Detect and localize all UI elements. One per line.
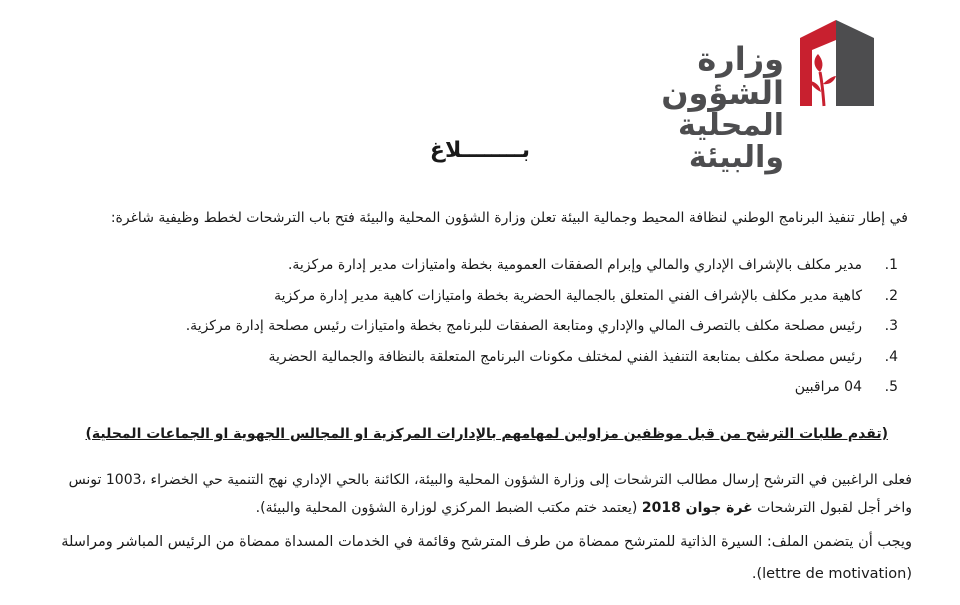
submission-text-end: (يعتمد ختم مكتب الضبط المركزي لوزارة الشؤون المحلية والبيئة). [255, 500, 642, 516]
list-item-number: 3. [884, 318, 898, 335]
submission-paragraph [40, 466, 912, 522]
ministry-logo [616, 12, 876, 175]
list-item [58, 311, 898, 342]
lettre-de-motivation: (lettre de motivation). [751, 566, 912, 582]
list-item [58, 342, 898, 373]
intro-paragraph: في إطار تنفيذ البرنامج الوطني لنظافة المحيط وجمالية البيئة تعلن وزارة الشؤون المحلية والبيئة فتح باب الترشحات لخطط وظيفية شاغرة: [110, 210, 908, 226]
list-item [58, 281, 898, 312]
ministry-name-line2: المحلية والبيئة [678, 108, 784, 175]
submission-text: فعلى الراغبين في الترشح إرسال مطالب الترشحات إلى وزارة الشؤون المحلية والبيئة، الكائنة بالحي الإداري نهج التنمية حي الخضراء ،1003 تونس واخر أجل لقبول الترشحات [68, 472, 912, 516]
ministry-logo-icon [796, 14, 876, 110]
ministry-name-line1: وزارة الشؤون [661, 40, 784, 112]
list-item [58, 250, 898, 281]
list-item-number: 2. [884, 287, 898, 304]
list-item-text: رئيس مصلحة مكلف بمتابعة التنفيذ الفني لمختلف مكونات البرنامج المتعلقة بالنظافة والجمالية الحضرية [268, 348, 862, 365]
list-item-text: 04 مراقبين [794, 379, 862, 396]
page-title: بــــــــلاغ [429, 138, 531, 163]
list-item-text: رئيس مصلحة مكلف بالتصرف المالي والإداري ومتابعة الصفقات للبرنامج بخطة وامتيازات رئيس مصلحة إدارة مركزية. [185, 318, 862, 335]
file-contents-paragraph: ويجب أن يتضمن الملف: السيرة الذاتية للمترشح ممضاة من طرف المترشح وقائمة في الخدمات المسداة ممضاة من الرئيس المباشر ومراسلة [61, 534, 912, 550]
deadline-date: غرة جوان 2018 [641, 500, 753, 516]
list-item-text: مدير مكلف بالإشراف الإداري والمالي وإبرام الصفقات العمومية بخطة وامتيازات مدير إدارة مركزية. [287, 257, 862, 274]
list-item-number: 5. [884, 379, 898, 396]
list-item [58, 372, 898, 403]
list-item-number: 4. [884, 348, 898, 365]
eligibility-note: (تقدم طلبات الترشح من قبل موظفين مزاولين لمهامهم بالإدارات المركزية او المجالس الجهوية او الجماعات المحلية) [85, 426, 888, 442]
list-item-number: 1. [884, 257, 898, 274]
list-item-text: كاهية مدير مكلف بالإشراف الفني المتعلق بالجمالية الحضرية بخطة وامتيازات كاهية مدير إدارة مركزية [274, 287, 862, 304]
positions-list [58, 250, 898, 403]
